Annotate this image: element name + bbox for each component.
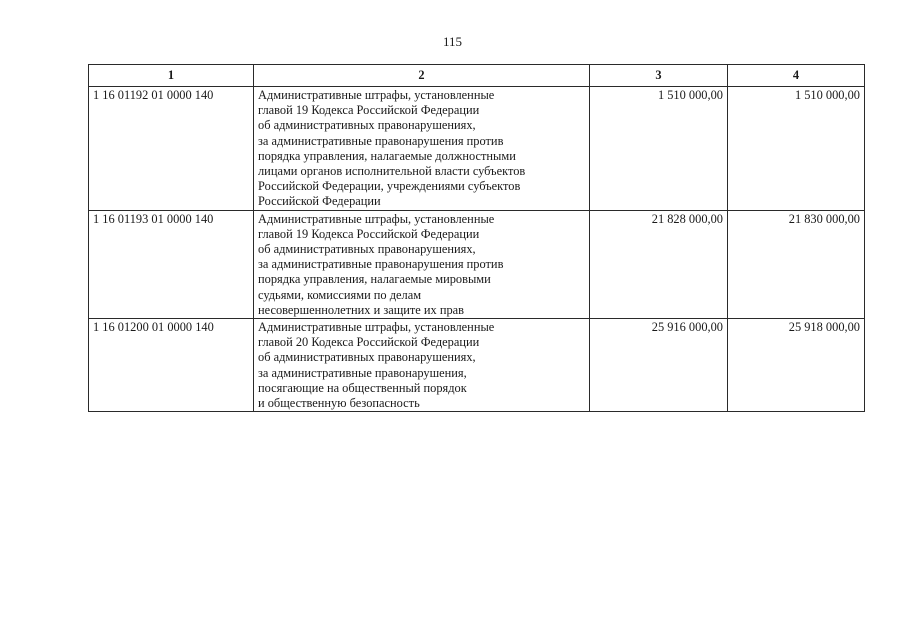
revenue-name-line: посягающие на общественный порядок bbox=[258, 380, 467, 395]
revenue-name-line: об административных правонарушениях, bbox=[258, 350, 476, 365]
header-col-2: 2 bbox=[254, 65, 590, 87]
header-row bbox=[89, 65, 865, 87]
header-col-3: 3 bbox=[590, 65, 728, 87]
revenue-name-line: порядка управления, налагаемые должностными bbox=[258, 148, 516, 163]
page-number: 115 bbox=[442, 34, 463, 49]
revenue-code: 1 16 01192 01 0000 140 bbox=[89, 87, 254, 211]
revenue-name-line: судьями, комиссиями по делам bbox=[258, 287, 422, 302]
revenue-name-line: Административные штрафы, установленные bbox=[258, 211, 495, 226]
amount-col-4: 21 830 000,00 bbox=[728, 210, 865, 318]
revenue-name-line: Административные штрафы, установленные bbox=[258, 88, 495, 102]
amount-col-3: 25 916 000,00 bbox=[590, 319, 728, 412]
revenue-name-line: главой 19 Кодекса Российской Федерации bbox=[258, 103, 480, 118]
revenue-name-line: лицами органов исполнительной власти субъектов bbox=[258, 164, 526, 179]
revenue-name-line: Административные штрафы, установленные bbox=[258, 320, 495, 335]
amount-col-3: 1 510 000,00 bbox=[590, 87, 728, 211]
revenue-name-line: Российской Федерации bbox=[258, 194, 381, 209]
table-row bbox=[89, 87, 865, 211]
revenue-name-line: Российской Федерации, учреждениями субъектов bbox=[258, 179, 521, 194]
revenue-name-line: главой 19 Кодекса Российской Федерации bbox=[258, 226, 480, 241]
revenue-name-line: за административные правонарушения против bbox=[258, 133, 504, 148]
revenue-name-line: за административные правонарушения против bbox=[258, 257, 504, 272]
amount-col-3: 21 828 000,00 bbox=[590, 210, 728, 318]
table-row bbox=[89, 319, 865, 412]
revenue-name-line: за административные правонарушения, bbox=[258, 365, 467, 380]
header-col-4: 4 bbox=[728, 65, 865, 87]
revenue-name-line: и общественную безопасность bbox=[258, 396, 420, 411]
revenue-code: 1 16 01193 01 0000 140 bbox=[89, 210, 254, 318]
revenue-name-line: порядка управления, налагаемые мировыми bbox=[258, 272, 491, 287]
amount-col-4: 1 510 000,00 bbox=[728, 87, 865, 211]
header-col-1: 1 bbox=[89, 65, 254, 87]
revenue-name-line: главой 20 Кодекса Российской Федерации bbox=[258, 335, 480, 350]
table-row bbox=[89, 210, 865, 318]
budget-table bbox=[88, 64, 865, 412]
revenue-name-line: об административных правонарушениях, bbox=[258, 118, 476, 133]
revenue-name-line: об административных правонарушениях, bbox=[258, 242, 476, 257]
revenue-name-line: несовершеннолетних и защите их прав bbox=[258, 302, 465, 317]
revenue-code: 1 16 01200 01 0000 140 bbox=[89, 319, 254, 412]
revenue-name bbox=[254, 319, 590, 412]
revenue-name bbox=[254, 87, 590, 211]
amount-col-4: 25 918 000,00 bbox=[728, 319, 865, 412]
revenue-name bbox=[254, 210, 590, 318]
